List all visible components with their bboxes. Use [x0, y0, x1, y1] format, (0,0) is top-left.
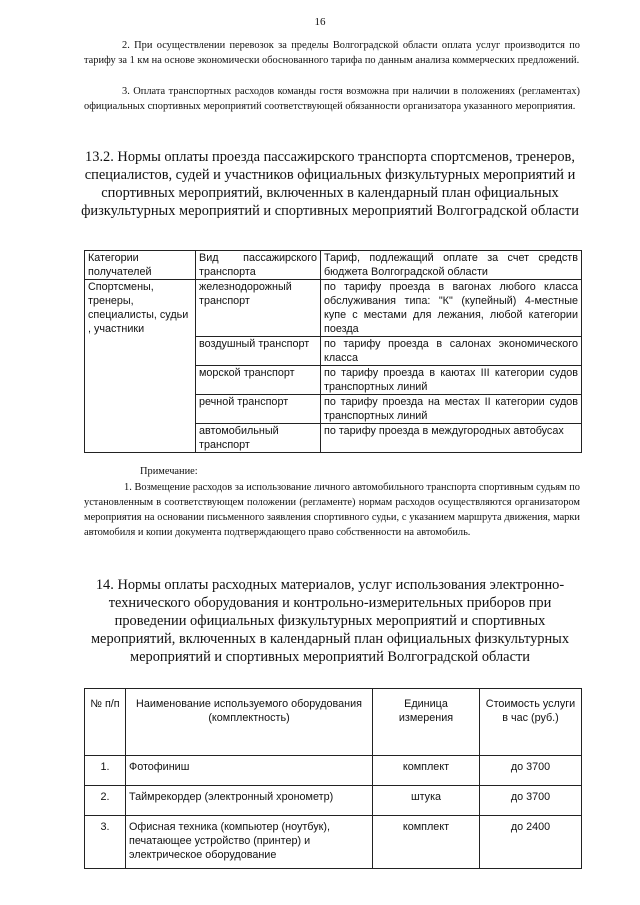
tariff: по тарифу проезда на местах II категории судов транспортных линий — [321, 395, 582, 424]
transport-type: воздушный транспорт — [196, 337, 321, 366]
header-transport-type: Вид пассажирского транспорта — [196, 251, 321, 280]
equipment-cost-table — [84, 688, 582, 869]
tariff: по тарифу проезда в междугородных автобусах — [321, 424, 582, 453]
table-header-row — [85, 689, 582, 756]
transport-tariff-table — [84, 250, 582, 453]
row-number: 1. — [85, 756, 126, 786]
unit: штука — [373, 786, 480, 816]
row-number: 3. — [85, 816, 126, 869]
table-row — [85, 786, 582, 816]
note-label: Примечание: — [140, 466, 198, 477]
unit: комплект — [373, 756, 480, 786]
paragraph-3: 3. Оплата транспортных расходов команды гостя возможна при наличии в положениях (регламентах) официальных спортивных мероприятий соответствующей обязанности организатора указанного мероприятия. — [84, 86, 580, 112]
header-categories: Категории получателей — [85, 251, 196, 280]
table-row — [85, 280, 582, 337]
note-text: 1. Возмещение расходов за использование личного автомобильного транспорта спортивным судьям по установленным в соответствующем положении (регламенте) нормам расходов осуществляются организатором мероприятия на основании письменного заявления спортивного судьи, с указанием маршрута движения, марки автомобиля и копии документа подтверждающего право собственности на автомобиль. — [84, 482, 580, 538]
header-equipment-name: Наименование используемого оборудования (комплектность) — [126, 689, 373, 756]
paragraph-2: 2. При осуществлении перевозок за пределы Волгоградской области оплата услуг производится по тарифу за 1 км на основе экономически обоснованного тарифа по данным анализа коммерческих предложений. — [84, 40, 580, 66]
equipment-name: Таймрекордер (электронный хронометр) — [126, 786, 373, 816]
header-tariff: Тариф, подлежащий оплате за счет средств бюджета Волгоградской области — [321, 251, 582, 280]
transport-type: речной транспорт — [196, 395, 321, 424]
tariff: по тарифу проезда в вагонах любого класса обслуживания типа: "К" (купейный) 4-местные купе с местами для лежания, любой категории поезда — [321, 280, 582, 337]
tariff: по тарифу проезда в салонах экономического класса — [321, 337, 582, 366]
header-cost: Стоимость услуги в час (руб.) — [480, 689, 582, 756]
unit: комплект — [373, 816, 480, 869]
equipment-name: Фотофиниш — [126, 756, 373, 786]
section-13-2-heading: 13.2. Нормы оплаты проезда пассажирского транспорта спортсменов, тренеров, специалистов, судей и участников официальных физкультурных мероприятий и спортивных мероприятий, включенных в календарный план официальных физкультурных мероприятий и спортивных мероприятий Волгоградской области — [81, 149, 579, 219]
page-number: 16 — [314, 16, 326, 28]
table-row — [85, 816, 582, 869]
equipment-name: Офисная техника (компьютер (ноутбук), печатающее устройство (принтер) и электрическое оборудование — [126, 816, 373, 869]
table-header-row — [85, 251, 582, 280]
transport-type: автомобильный транспорт — [196, 424, 321, 453]
transport-type: морской транспорт — [196, 366, 321, 395]
section-14-heading: 14. Нормы оплаты расходных материалов, услуг использования электронно-технического оборудования и контрольно-измерительных приборов при проведении официальных физкультурных мероприятий и спортивных мероприятий, включенных в календарный план официальных физкультурных мероприятий и спортивных мероприятий Волгоградской области — [90, 577, 570, 665]
cost: до 3700 — [480, 756, 582, 786]
header-number: № п/п — [85, 689, 126, 756]
header-unit: Единица измерения — [373, 689, 480, 756]
cost: до 3700 — [480, 786, 582, 816]
table-row — [85, 756, 582, 786]
recipient-category: Спортсмены, тренеры, специалисты, судьи , участники — [85, 280, 196, 453]
tariff: по тарифу проезда в каютах III категории судов транспортных линий — [321, 366, 582, 395]
row-number: 2. — [85, 786, 126, 816]
transport-type: железнодорожный транспорт — [196, 280, 321, 337]
cost: до 2400 — [480, 816, 582, 869]
